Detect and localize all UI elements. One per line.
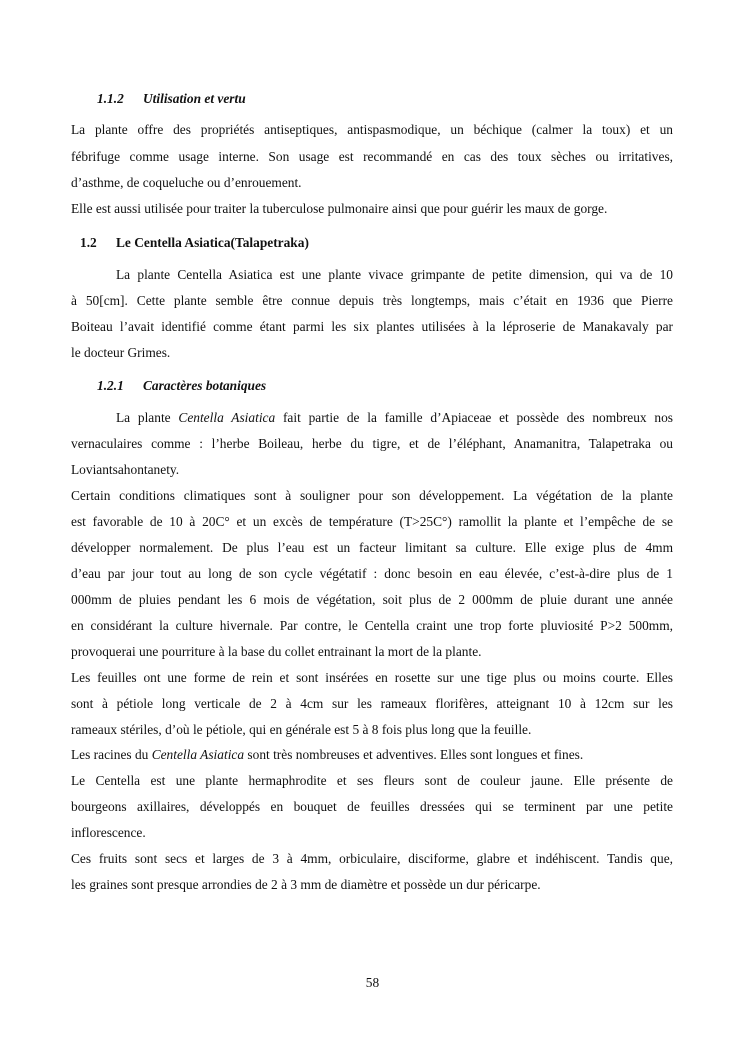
text-line: les graines sont presque arrondies de 2 à 3 mm de diamètre et possède un dur péricarpe. xyxy=(71,877,541,892)
section-number: 1.1.2 xyxy=(97,91,124,106)
text-run: fait partie de la famille d’Apiaceae et possède des nombreux nos xyxy=(275,410,673,425)
section-number: 1.2.1 xyxy=(97,378,124,393)
text-line: développer normalement. De plus l’eau est un facteur limitant sa culture. Elle exige plus de 4mm xyxy=(71,540,673,555)
text-line: est favorable de 10 à 20C° et un excès de température (T>25C°) ramollit la plante et l’empêche de se xyxy=(71,514,673,529)
text-line xyxy=(71,747,673,763)
text-line: Ces fruits sont secs et larges de 3 à 4mm, orbiculaire, disciforme, glabre et indéhiscent. Tandis que, xyxy=(71,851,673,866)
text-run: sont très nombreuses et adventives. Elles sont longues et fines. xyxy=(244,747,584,762)
species-name: Centella Asiatica xyxy=(151,747,245,762)
text-run: Les racines du xyxy=(71,747,152,762)
text-line: Loviantsahontanety. xyxy=(71,462,180,477)
page-number: 58 xyxy=(365,975,380,990)
text-line: La plante offre des propriétés antiseptiques, antispasmodique, un béchique (calmer la toux) et un xyxy=(71,122,673,137)
section-title: Caractères botaniques xyxy=(143,378,267,393)
section-heading-1-2 xyxy=(80,235,309,251)
text-line: inflorescence. xyxy=(71,825,146,840)
text-line: rameaux stériles, d’où le pétiole, qui en générale est 5 à 8 fois plus long que la feuille. xyxy=(71,722,532,737)
text-line: sont à pétiole long verticale de 2 à 4cm sur les rameaux florifères, atteignant 10 à 12cm sur les xyxy=(71,696,673,711)
species-name: Centella Asiatica xyxy=(178,410,276,425)
text-line: Le Centella est une plante hermaphrodite et ses fleurs sont de couleur jaune. Elle présente de xyxy=(71,773,673,788)
text-run: La plante xyxy=(116,410,179,425)
text-line: Certain conditions climatiques sont à souligner pour son développement. La végétation de la plante xyxy=(71,488,673,503)
section-title: Le Centella Asiatica(Talapetraka) xyxy=(116,235,309,250)
section-title: Utilisation et vertu xyxy=(143,91,246,106)
text-line: en considérant la culture hivernale. Par contre, le Centella craint une trop forte pluviosité P>2 500mm, xyxy=(71,618,673,633)
text-line xyxy=(116,410,673,426)
text-line: Elle est aussi utilisée pour traiter la tuberculose pulmonaire ainsi que pour guérir les maux de gorge. xyxy=(71,201,608,216)
text-line: bourgeons axillaires, développés en bouquet de feuilles dressées qui se terminent par une petite xyxy=(71,799,673,814)
text-line: 000mm de pluies pendant les 6 mois de végétation, soit plus de 2 000mm de pluie durant une année xyxy=(71,592,673,607)
text-line: Les feuilles ont une forme de rein et sont insérées en rosette sur une tige plus ou moins courte. Elles xyxy=(71,670,673,685)
text-line: le docteur Grimes. xyxy=(71,345,171,360)
text-line: fébrifuge comme usage interne. Son usage est recommandé en cas des toux sèches ou irritatives, xyxy=(71,149,673,164)
text-line: d’asthme, de coqueluche ou d’enrouement. xyxy=(71,175,302,190)
text-line: provoquerai une pourriture à la base du collet entrainant la mort de la plante. xyxy=(71,644,482,659)
section-number: 1.2 xyxy=(80,235,97,250)
section-heading-1-1-2 xyxy=(97,91,246,107)
text-line: d’eau par jour tout au long de son cycle végétatif : donc besoin en eau élevée, c’est-à-dire plus de 1 xyxy=(71,566,673,581)
text-line: vernaculaires comme : l’herbe Boileau, herbe du tigre, et de l’éléphant, Anamanitra, Talapetraka ou xyxy=(71,436,673,451)
text-line: La plante Centella Asiatica est une plante vivace grimpante de petite dimension, qui va de 10 xyxy=(116,267,673,282)
section-heading-1-2-1 xyxy=(97,378,266,394)
text-line: Boiteau l’avait identifié comme étant parmi les six plantes utilisées à la léproserie de Manakavaly par xyxy=(71,319,673,334)
text-line: à 50[cm]. Cette plante semble être connue depuis très longtemps, mais c’était en 1936 que Pierre xyxy=(71,293,673,308)
